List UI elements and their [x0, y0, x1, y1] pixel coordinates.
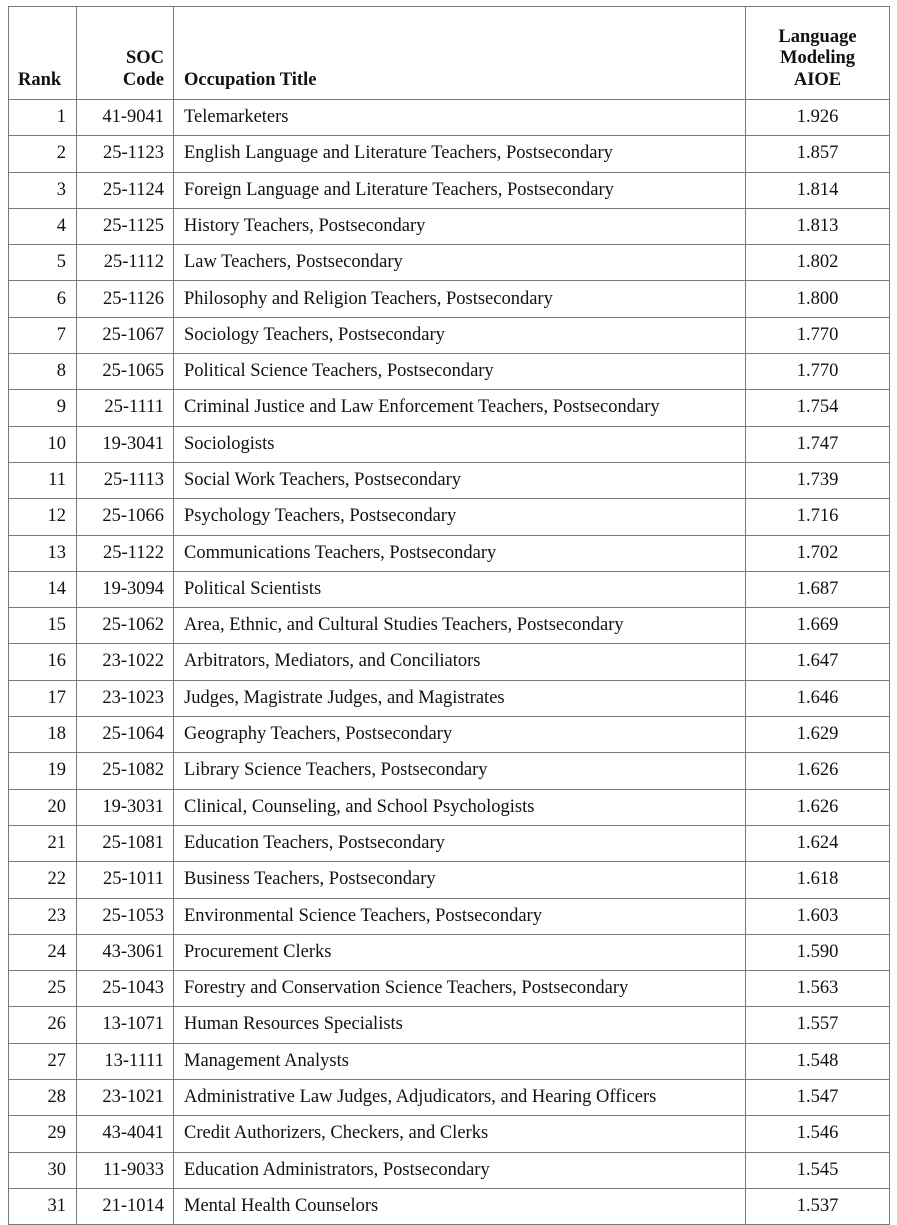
rank-cell: 16	[9, 644, 77, 680]
header-aioe-line-3: AIOE	[793, 69, 842, 90]
soc-code-cell: 25-1112	[77, 245, 174, 281]
table-row	[9, 1188, 890, 1224]
soc-code-cell: 25-1113	[77, 462, 174, 498]
aioe-score-cell: 1.687	[746, 571, 890, 607]
table-row	[9, 281, 890, 317]
table-row	[9, 462, 890, 498]
aioe-score-cell: 1.702	[746, 535, 890, 571]
occupation-title-cell: Library Science Teachers, Postsecondary	[174, 753, 746, 789]
rank-cell: 30	[9, 1152, 77, 1188]
soc-code-cell: 43-4041	[77, 1116, 174, 1152]
soc-code-cell: 23-1023	[77, 680, 174, 716]
occupation-title-cell: Communications Teachers, Postsecondary	[174, 535, 746, 571]
aioe-score-cell: 1.563	[746, 971, 890, 1007]
soc-code-cell: 25-1123	[77, 136, 174, 172]
aioe-score-cell: 1.770	[746, 354, 890, 390]
occupation-title-cell: Human Resources Specialists	[174, 1007, 746, 1043]
aioe-score-cell: 1.629	[746, 717, 890, 753]
table-row	[9, 100, 890, 136]
occupation-title-cell: Procurement Clerks	[174, 934, 746, 970]
occupation-title-cell: Environmental Science Teachers, Postsecondary	[174, 898, 746, 934]
table-row	[9, 1116, 890, 1152]
header-row	[9, 7, 890, 100]
rank-cell: 5	[9, 245, 77, 281]
table-row	[9, 1152, 890, 1188]
rank-cell: 28	[9, 1080, 77, 1116]
aioe-score-cell: 1.802	[746, 245, 890, 281]
rank-cell: 12	[9, 499, 77, 535]
table-row	[9, 717, 890, 753]
table-row	[9, 571, 890, 607]
soc-code-cell: 25-1122	[77, 535, 174, 571]
aioe-score-cell: 1.754	[746, 390, 890, 426]
table-row	[9, 789, 890, 825]
rank-cell: 23	[9, 898, 77, 934]
occupation-title-cell: Philosophy and Religion Teachers, Postsecondary	[174, 281, 746, 317]
rank-cell: 10	[9, 426, 77, 462]
rank-cell: 3	[9, 172, 77, 208]
rank-cell: 15	[9, 608, 77, 644]
rank-cell: 27	[9, 1043, 77, 1079]
rank-cell: 8	[9, 354, 77, 390]
table-row	[9, 172, 890, 208]
soc-code-cell: 25-1111	[77, 390, 174, 426]
rank-cell: 25	[9, 971, 77, 1007]
table-row	[9, 608, 890, 644]
aioe-score-cell: 1.926	[746, 100, 890, 136]
occupation-title-cell: English Language and Literature Teachers, Postsecondary	[174, 136, 746, 172]
aioe-score-cell: 1.813	[746, 208, 890, 244]
aioe-score-cell: 1.800	[746, 281, 890, 317]
aioe-score-cell: 1.545	[746, 1152, 890, 1188]
occupation-title-cell: Clinical, Counseling, and School Psychologists	[174, 789, 746, 825]
table-row	[9, 898, 890, 934]
header-aioe-line-1: Language	[778, 27, 857, 48]
header-soc-line-2: Code	[122, 69, 164, 90]
occupation-title-cell: Social Work Teachers, Postsecondary	[174, 462, 746, 498]
aioe-score-cell: 1.590	[746, 934, 890, 970]
occupation-title-cell: Geography Teachers, Postsecondary	[174, 717, 746, 753]
aioe-score-cell: 1.669	[746, 608, 890, 644]
soc-code-cell: 25-1053	[77, 898, 174, 934]
rank-cell: 22	[9, 862, 77, 898]
occupation-title-cell: Mental Health Counselors	[174, 1188, 746, 1224]
table-row	[9, 971, 890, 1007]
table-row	[9, 426, 890, 462]
occupation-title-cell: Credit Authorizers, Checkers, and Clerks	[174, 1116, 746, 1152]
table-body	[9, 100, 890, 1225]
soc-code-cell: 19-3031	[77, 789, 174, 825]
rank-cell: 17	[9, 680, 77, 716]
occupation-title-cell: Management Analysts	[174, 1043, 746, 1079]
aioe-score-cell: 1.603	[746, 898, 890, 934]
rank-cell: 11	[9, 462, 77, 498]
table-row	[9, 825, 890, 861]
aioe-score-cell: 1.626	[746, 789, 890, 825]
soc-code-cell: 13-1071	[77, 1007, 174, 1043]
aioe-score-cell: 1.739	[746, 462, 890, 498]
aioe-score-cell: 1.537	[746, 1188, 890, 1224]
table-row	[9, 499, 890, 535]
aioe-score-cell: 1.547	[746, 1080, 890, 1116]
table-row	[9, 354, 890, 390]
aioe-score-cell: 1.646	[746, 680, 890, 716]
table-row	[9, 934, 890, 970]
occupation-title-cell: Telemarketers	[174, 100, 746, 136]
rank-cell: 14	[9, 571, 77, 607]
table-header	[9, 7, 890, 100]
occupation-title-cell: Area, Ethnic, and Cultural Studies Teachers, Postsecondary	[174, 608, 746, 644]
aioe-score-cell: 1.716	[746, 499, 890, 535]
soc-code-cell: 19-3041	[77, 426, 174, 462]
soc-code-cell: 25-1064	[77, 717, 174, 753]
soc-code-cell: 25-1082	[77, 753, 174, 789]
table-row	[9, 208, 890, 244]
occupation-title-cell: Education Teachers, Postsecondary	[174, 825, 746, 861]
soc-code-cell: 21-1014	[77, 1188, 174, 1224]
soc-code-cell: 25-1043	[77, 971, 174, 1007]
aioe-score-cell: 1.770	[746, 317, 890, 353]
occupation-title-cell: Sociology Teachers, Postsecondary	[174, 317, 746, 353]
rank-cell: 24	[9, 934, 77, 970]
rank-cell: 29	[9, 1116, 77, 1152]
soc-code-cell: 41-9041	[77, 100, 174, 136]
occupation-title-cell: Business Teachers, Postsecondary	[174, 862, 746, 898]
rank-cell: 4	[9, 208, 77, 244]
soc-code-cell: 25-1124	[77, 172, 174, 208]
occupation-title-cell: Arbitrators, Mediators, and Conciliators	[174, 644, 746, 680]
aioe-score-cell: 1.857	[746, 136, 890, 172]
occupation-title-cell: Law Teachers, Postsecondary	[174, 245, 746, 281]
header-aioe	[746, 7, 890, 100]
rank-cell: 1	[9, 100, 77, 136]
aioe-score-cell: 1.747	[746, 426, 890, 462]
rank-cell: 19	[9, 753, 77, 789]
aioe-score-cell: 1.557	[746, 1007, 890, 1043]
soc-code-cell: 25-1067	[77, 317, 174, 353]
table-row	[9, 644, 890, 680]
table-row	[9, 136, 890, 172]
occupation-title-cell: Education Administrators, Postsecondary	[174, 1152, 746, 1188]
header-rank: Rank	[9, 7, 77, 100]
occupation-title-cell: Sociologists	[174, 426, 746, 462]
rank-cell: 2	[9, 136, 77, 172]
table-row	[9, 680, 890, 716]
soc-code-cell: 25-1126	[77, 281, 174, 317]
soc-code-cell: 11-9033	[77, 1152, 174, 1188]
table-row	[9, 1080, 890, 1116]
occupation-title-cell: Foreign Language and Literature Teachers, Postsecondary	[174, 172, 746, 208]
occupation-title-cell: Political Science Teachers, Postsecondary	[174, 354, 746, 390]
soc-code-cell: 25-1065	[77, 354, 174, 390]
aioe-score-cell: 1.546	[746, 1116, 890, 1152]
rank-cell: 31	[9, 1188, 77, 1224]
soc-code-cell: 25-1062	[77, 608, 174, 644]
table-row	[9, 753, 890, 789]
soc-code-cell: 25-1066	[77, 499, 174, 535]
table-row	[9, 862, 890, 898]
soc-code-cell: 25-1125	[77, 208, 174, 244]
table-row	[9, 535, 890, 571]
table-row	[9, 390, 890, 426]
soc-code-cell: 13-1111	[77, 1043, 174, 1079]
soc-code-cell: 43-3061	[77, 934, 174, 970]
rank-cell: 9	[9, 390, 77, 426]
rank-cell: 13	[9, 535, 77, 571]
rank-cell: 21	[9, 825, 77, 861]
header-aioe-line-2: Modeling	[779, 48, 856, 69]
occupation-exposure-table	[8, 6, 890, 1225]
soc-code-cell: 23-1021	[77, 1080, 174, 1116]
soc-code-cell: 23-1022	[77, 644, 174, 680]
rank-cell: 6	[9, 281, 77, 317]
rank-cell: 7	[9, 317, 77, 353]
soc-code-cell: 25-1081	[77, 825, 174, 861]
occupation-title-cell: Criminal Justice and Law Enforcement Teachers, Postsecondary	[174, 390, 746, 426]
table-row	[9, 1043, 890, 1079]
occupation-title-cell: History Teachers, Postsecondary	[174, 208, 746, 244]
soc-code-cell: 25-1011	[77, 862, 174, 898]
table-row	[9, 317, 890, 353]
aioe-score-cell: 1.624	[746, 825, 890, 861]
occupation-title-cell: Psychology Teachers, Postsecondary	[174, 499, 746, 535]
aioe-score-cell: 1.814	[746, 172, 890, 208]
soc-code-cell: 19-3094	[77, 571, 174, 607]
rank-cell: 20	[9, 789, 77, 825]
table-row	[9, 1007, 890, 1043]
occupation-title-cell: Forestry and Conservation Science Teachers, Postsecondary	[174, 971, 746, 1007]
aioe-score-cell: 1.647	[746, 644, 890, 680]
occupation-title-cell: Administrative Law Judges, Adjudicators, and Hearing Officers	[174, 1080, 746, 1116]
rank-cell: 18	[9, 717, 77, 753]
occupation-title-cell: Judges, Magistrate Judges, and Magistrates	[174, 680, 746, 716]
table-row	[9, 245, 890, 281]
aioe-score-cell: 1.618	[746, 862, 890, 898]
header-soc-line-1: SOC	[125, 48, 164, 69]
aioe-score-cell: 1.626	[746, 753, 890, 789]
occupation-title-cell: Political Scientists	[174, 571, 746, 607]
aioe-score-cell: 1.548	[746, 1043, 890, 1079]
header-soc-code	[77, 7, 174, 100]
rank-cell: 26	[9, 1007, 77, 1043]
header-occupation-title: Occupation Title	[174, 7, 746, 100]
